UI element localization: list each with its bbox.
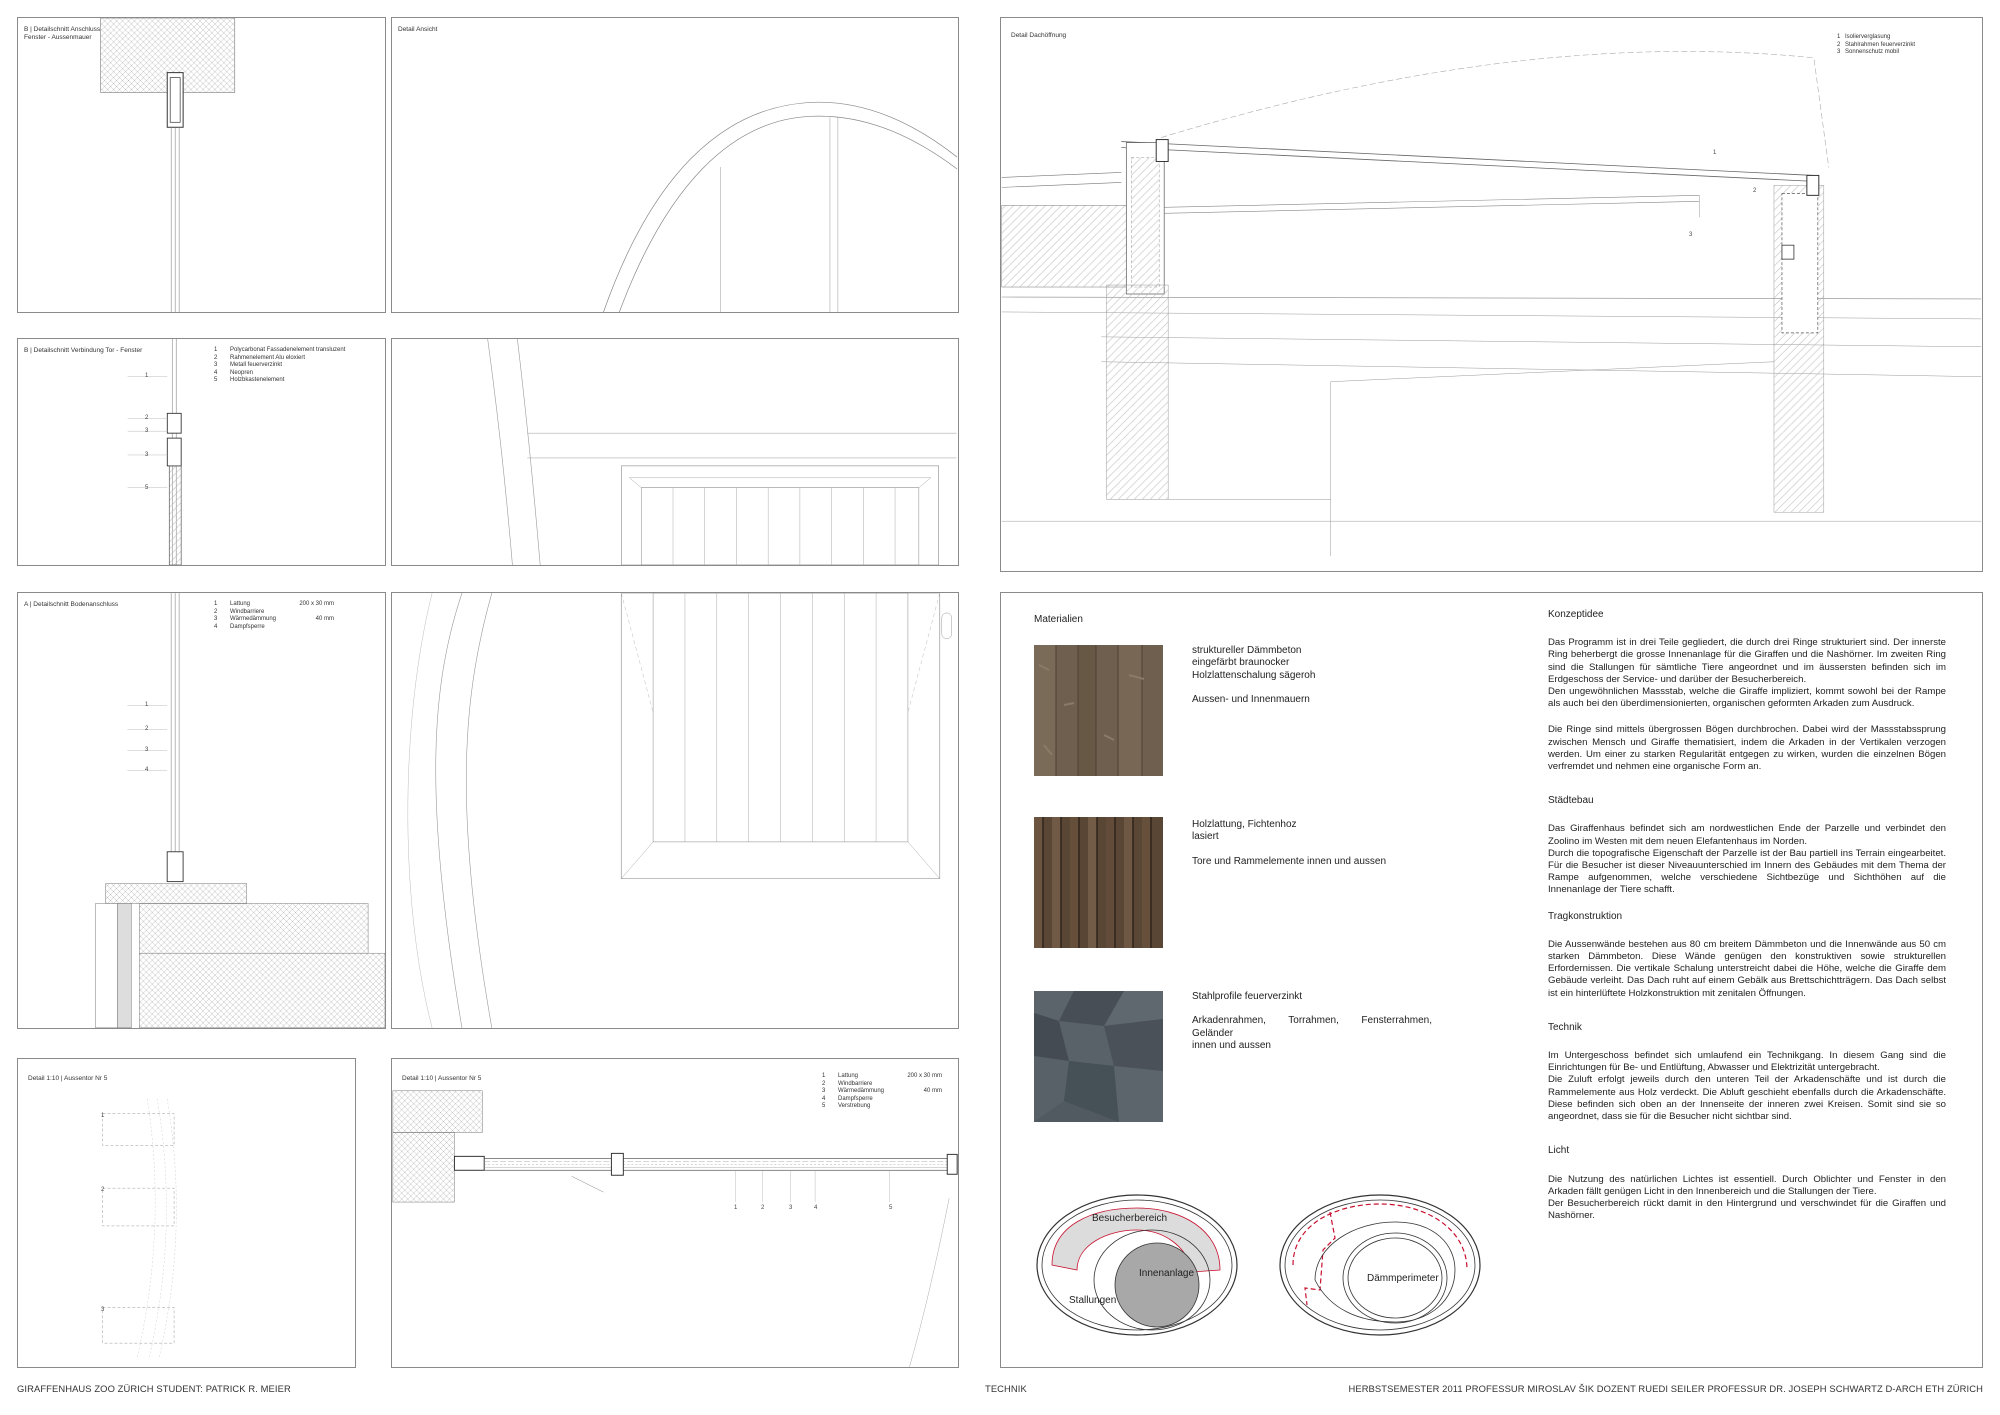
- section-paragraph: Das Giraffenhaus befindet sich am nordwestlichen Ende der Parzelle und verbindet den Zoolino im Westen mit dem neuen Elefantenhaus im Norden. Durch die topografische Eigenschaft der Parzelle ist der Bau partiell ins Terrain eingearbeitet. Für die Besucher ist dieser Niveauunterschied im Innern des Gebäudes mit dem Thema der Rampe aufgenommen, welche verschiedene Sichtbezüge und Sichthöhen auf die Innenanlage der Tiere schafft.: [1548, 823, 1946, 896]
- legend-row: 4 Neopren: [214, 369, 254, 376]
- callout-label: 2: [101, 1187, 105, 1193]
- material-steel-text: Stahlprofile feuerverzinkt Arkadenrahmen, Torrahmen, Fensterrahmen, Geländer innen und aussen: [1192, 991, 1432, 1052]
- callout-label: 2: [761, 1205, 765, 1211]
- panel-detail-anschluss-fenster: [17, 17, 386, 313]
- section-title: Konzeptidee: [1548, 609, 1604, 620]
- label-stallungen: Stallungen: [1069, 1295, 1117, 1306]
- panel-detail-ansicht: [391, 17, 959, 313]
- legend-row: 1 Isolierverglasung: [1837, 34, 1891, 40]
- callout-label: 3: [789, 1205, 793, 1211]
- legend: [214, 601, 334, 631]
- drawing-dachoeffnung: [1001, 18, 1982, 571]
- legend-row: 3 Wärmedämmung 40 mm: [822, 1088, 942, 1095]
- panel-title: Detail 1:10 | Aussentor Nr 5: [28, 1075, 108, 1082]
- callout-label: 5: [145, 485, 149, 491]
- legend-row: 3 Sonnenschutz mobil: [1837, 49, 1900, 56]
- panel-detail-tor-fenster: [17, 338, 386, 566]
- legend: [822, 1073, 942, 1111]
- panel-detail-bodenanschluss: [17, 592, 386, 1029]
- label-besucherbereich: Besucherbereich: [1092, 1213, 1168, 1224]
- callout-label: 1: [145, 702, 149, 708]
- panel-title: B | Detailschnitt Verbindung Tor - Fenster: [24, 347, 143, 354]
- callout-label: 3: [145, 452, 149, 458]
- callout-label: 2: [145, 726, 149, 732]
- panel-title: A | Detailschnitt Bodenanschluss: [24, 601, 119, 608]
- footer-project: GIRAFFENHAUS ZOO ZÜRICH STUDENT: PATRICK R. MEIER: [17, 1383, 291, 1394]
- footer-credits: HERBSTSEMESTER 2011 PROFESSUR MIROSLAV ŠIK DOZENT RUEDI SEILER PROFESSUR DR. JOSEPH SCHWARTZ D-ARCH ETH ZÜRICH: [1348, 1383, 1983, 1394]
- section-title: Technik: [1548, 1021, 1582, 1033]
- legend-row: 2 Windbarriere: [214, 608, 265, 615]
- legend-row: 5 Holzbkastenelement: [214, 377, 285, 384]
- panel-detail-dachoeffnung: [1000, 17, 1983, 572]
- drawing-arkade-perspektive: [392, 339, 958, 565]
- concept-text: [1548, 609, 1946, 1236]
- drawing-arkaden-ansicht: [392, 18, 958, 312]
- callout-label: 1: [145, 373, 149, 379]
- legend-row: 3 Metall feuerverzinkt: [214, 362, 283, 369]
- legend: [1837, 34, 1957, 57]
- panel-title: Detail 1:10 | Aussentor Nr 5: [402, 1075, 482, 1082]
- footer-sheet-title: TECHNIK: [985, 1383, 1027, 1394]
- legend-row: 1 Lattung 200 x 30 mm: [822, 1073, 942, 1079]
- ring-diagram-daemmperimeter: [1275, 1190, 1485, 1340]
- callout-label: 5: [889, 1205, 893, 1211]
- materials-heading: Materialien: [1034, 614, 1083, 625]
- label-innenanlage: Innenanlage: [1139, 1268, 1195, 1279]
- callout-label: 4: [145, 767, 149, 773]
- section-paragraph: Die Aussenwände bestehen aus 80 cm breitem Dämmbeton und die Innenwände aus 50 cm starken Dämmbeton. Diese Wände genügen den konstruktiven sowie strukturellen Erfordernissen. Die vertikale Schalung unterstreicht dabei die Höhe, welche die Giraffe dem Gebäude verleiht. Das Dach ruht auf einem Gebälk aus Brettschichtträgern. Das Dach selbst ist ein hinterlüftete Holzkonstruktion mit zenitalen Öffnungen.: [1548, 938, 1946, 999]
- label-daemmperimeter: Dämmperimeter: [1367, 1273, 1439, 1284]
- material-wood-text: Holzlattung, Fichtenhoz lasiert Tore und Rammelemente innen und aussen: [1192, 819, 1387, 867]
- panel-aussentor-schnitt: [391, 1058, 959, 1368]
- panel-title: Detail Dachöffnung: [1011, 32, 1067, 39]
- callout-label: 3: [1689, 232, 1693, 238]
- callout-label: 3: [101, 1307, 105, 1313]
- legend-row: 4 Dampfsperre: [822, 1095, 873, 1102]
- legend-row: 5 Verstrebung: [822, 1103, 871, 1110]
- drawing-bodenanschluss: [18, 593, 385, 1028]
- material-concrete-text: struktureller Dämmbeton eingefärbt braunocker Holzlattenschalung sägeroh Aussen- und Innenmauern: [1192, 645, 1316, 706]
- swatch-steel-texture: [1034, 991, 1163, 1122]
- callout-label: 2: [145, 415, 149, 421]
- ring-diagram-programm: [1032, 1190, 1242, 1340]
- section-title: Licht: [1548, 1145, 1570, 1157]
- swatch-wood-texture: [1034, 817, 1163, 948]
- panel-arkade-oben: [391, 338, 959, 566]
- section-title: Städtebau: [1548, 795, 1594, 807]
- callout-label: 1: [101, 1113, 105, 1119]
- drawing-fenster-anschluss: [18, 18, 385, 312]
- legend-row: 2 Rahmenelement Alu eloxiert: [214, 354, 306, 361]
- drawing-aussentor-elevation: [18, 1059, 355, 1367]
- panel-arkade-unten: [391, 592, 959, 1029]
- callout-label: 1: [734, 1205, 738, 1211]
- swatch-concrete-texture: [1034, 645, 1163, 776]
- section-paragraph: Im Untergeschoss befindet sich umlaufend ein Technikgang. In diesem Gang sind die Einrichtungen für Be- und Entlüftung, Abwasser und Elektrizität untergebracht. Die Zuluft erfolgt jeweils durch den unteren Teil der Arkadenschäfte und ist durch die Rammelemente aus Holz verdeckt. Die Abluft geschieht ebenfalls durch die Arkadenschäfte. Diese befinden sich oben an der Innenseite der inneren zwei Kreisen. Somit sind sie so angeordnet, dass sie für die Besucher nicht sichtbar sind.: [1548, 1050, 1946, 1123]
- callout-label: 4: [814, 1205, 818, 1211]
- section-paragraph: Die Nutzung des natürlichen Lichtes ist essentiell. Durch Oblichter und Fenster in den Arkaden fällt genügen Licht in den Innenbereich und die Stallungen der Tiere. Der Besucherbereich rückt damit in den Hintergrund und verschwindet für die Giraffen und Nashörner.: [1548, 1173, 1946, 1222]
- callout-label: 3: [145, 428, 149, 434]
- callout-label: 3: [145, 747, 149, 753]
- drawing-rammelement-perspektive: [392, 593, 958, 1028]
- legend-row: 1 Lattung 200 x 30 mm: [214, 601, 334, 607]
- legend-row: 3 Wärmedämmung 40 mm: [214, 616, 334, 623]
- section-paragraph: Die Ringe sind mittels übergrossen Bögen durchbrochen. Dabei wird der Massstabssprung zwischen Mensch und Giraffe thematisiert, indem die Arkaden in der Vertikalen verzogen werden. Um einer zu starken Regularität entgegen zu wirken, wurden die einzelnen Bögen verfremdet und nehmen eine organische Form an.: [1548, 724, 1946, 773]
- panel-title: B | Detailschnitt Anschluss Fenster - Aussenmauer: [24, 26, 101, 41]
- callout-label: 1: [1713, 150, 1717, 156]
- legend-row: 2 Windbarriere: [822, 1080, 873, 1087]
- panel-aussentor-left: [17, 1058, 356, 1368]
- legend-row: 2 Stahlrahmen feuerverzinkt: [1837, 41, 1916, 48]
- section-title: Tragkonstruktion: [1548, 910, 1623, 922]
- legend: [214, 347, 364, 385]
- section-paragraph: Das Programm ist in drei Teile gegliedert, die durch drei Ringe strukturiert sind. Der innerste Ring beherbergt die grosse Innenanlage für die Giraffen und die Nashörner. Im zweiten Ring sind die Stallungen für sämtliche Tiere angeordnet und im äussersten befinden sich im Erdgeschoss der Service- und darüber der Besucherbereich. Den ungewöhnlichen Massstab, welche die Giraffe impliziert, kommt sowohl bei der Rampe als auch bei den überdimensionierten, organischen geformten Arkaden zum Ausdruck.: [1548, 637, 1946, 710]
- panel-title: Detail Ansicht: [398, 26, 438, 33]
- callout-label: 2: [1753, 188, 1757, 194]
- legend-row: 1 Polycarbonat Fassadenelement transluzent: [214, 347, 346, 353]
- legend-row: 4 Dampfsperre: [214, 623, 265, 630]
